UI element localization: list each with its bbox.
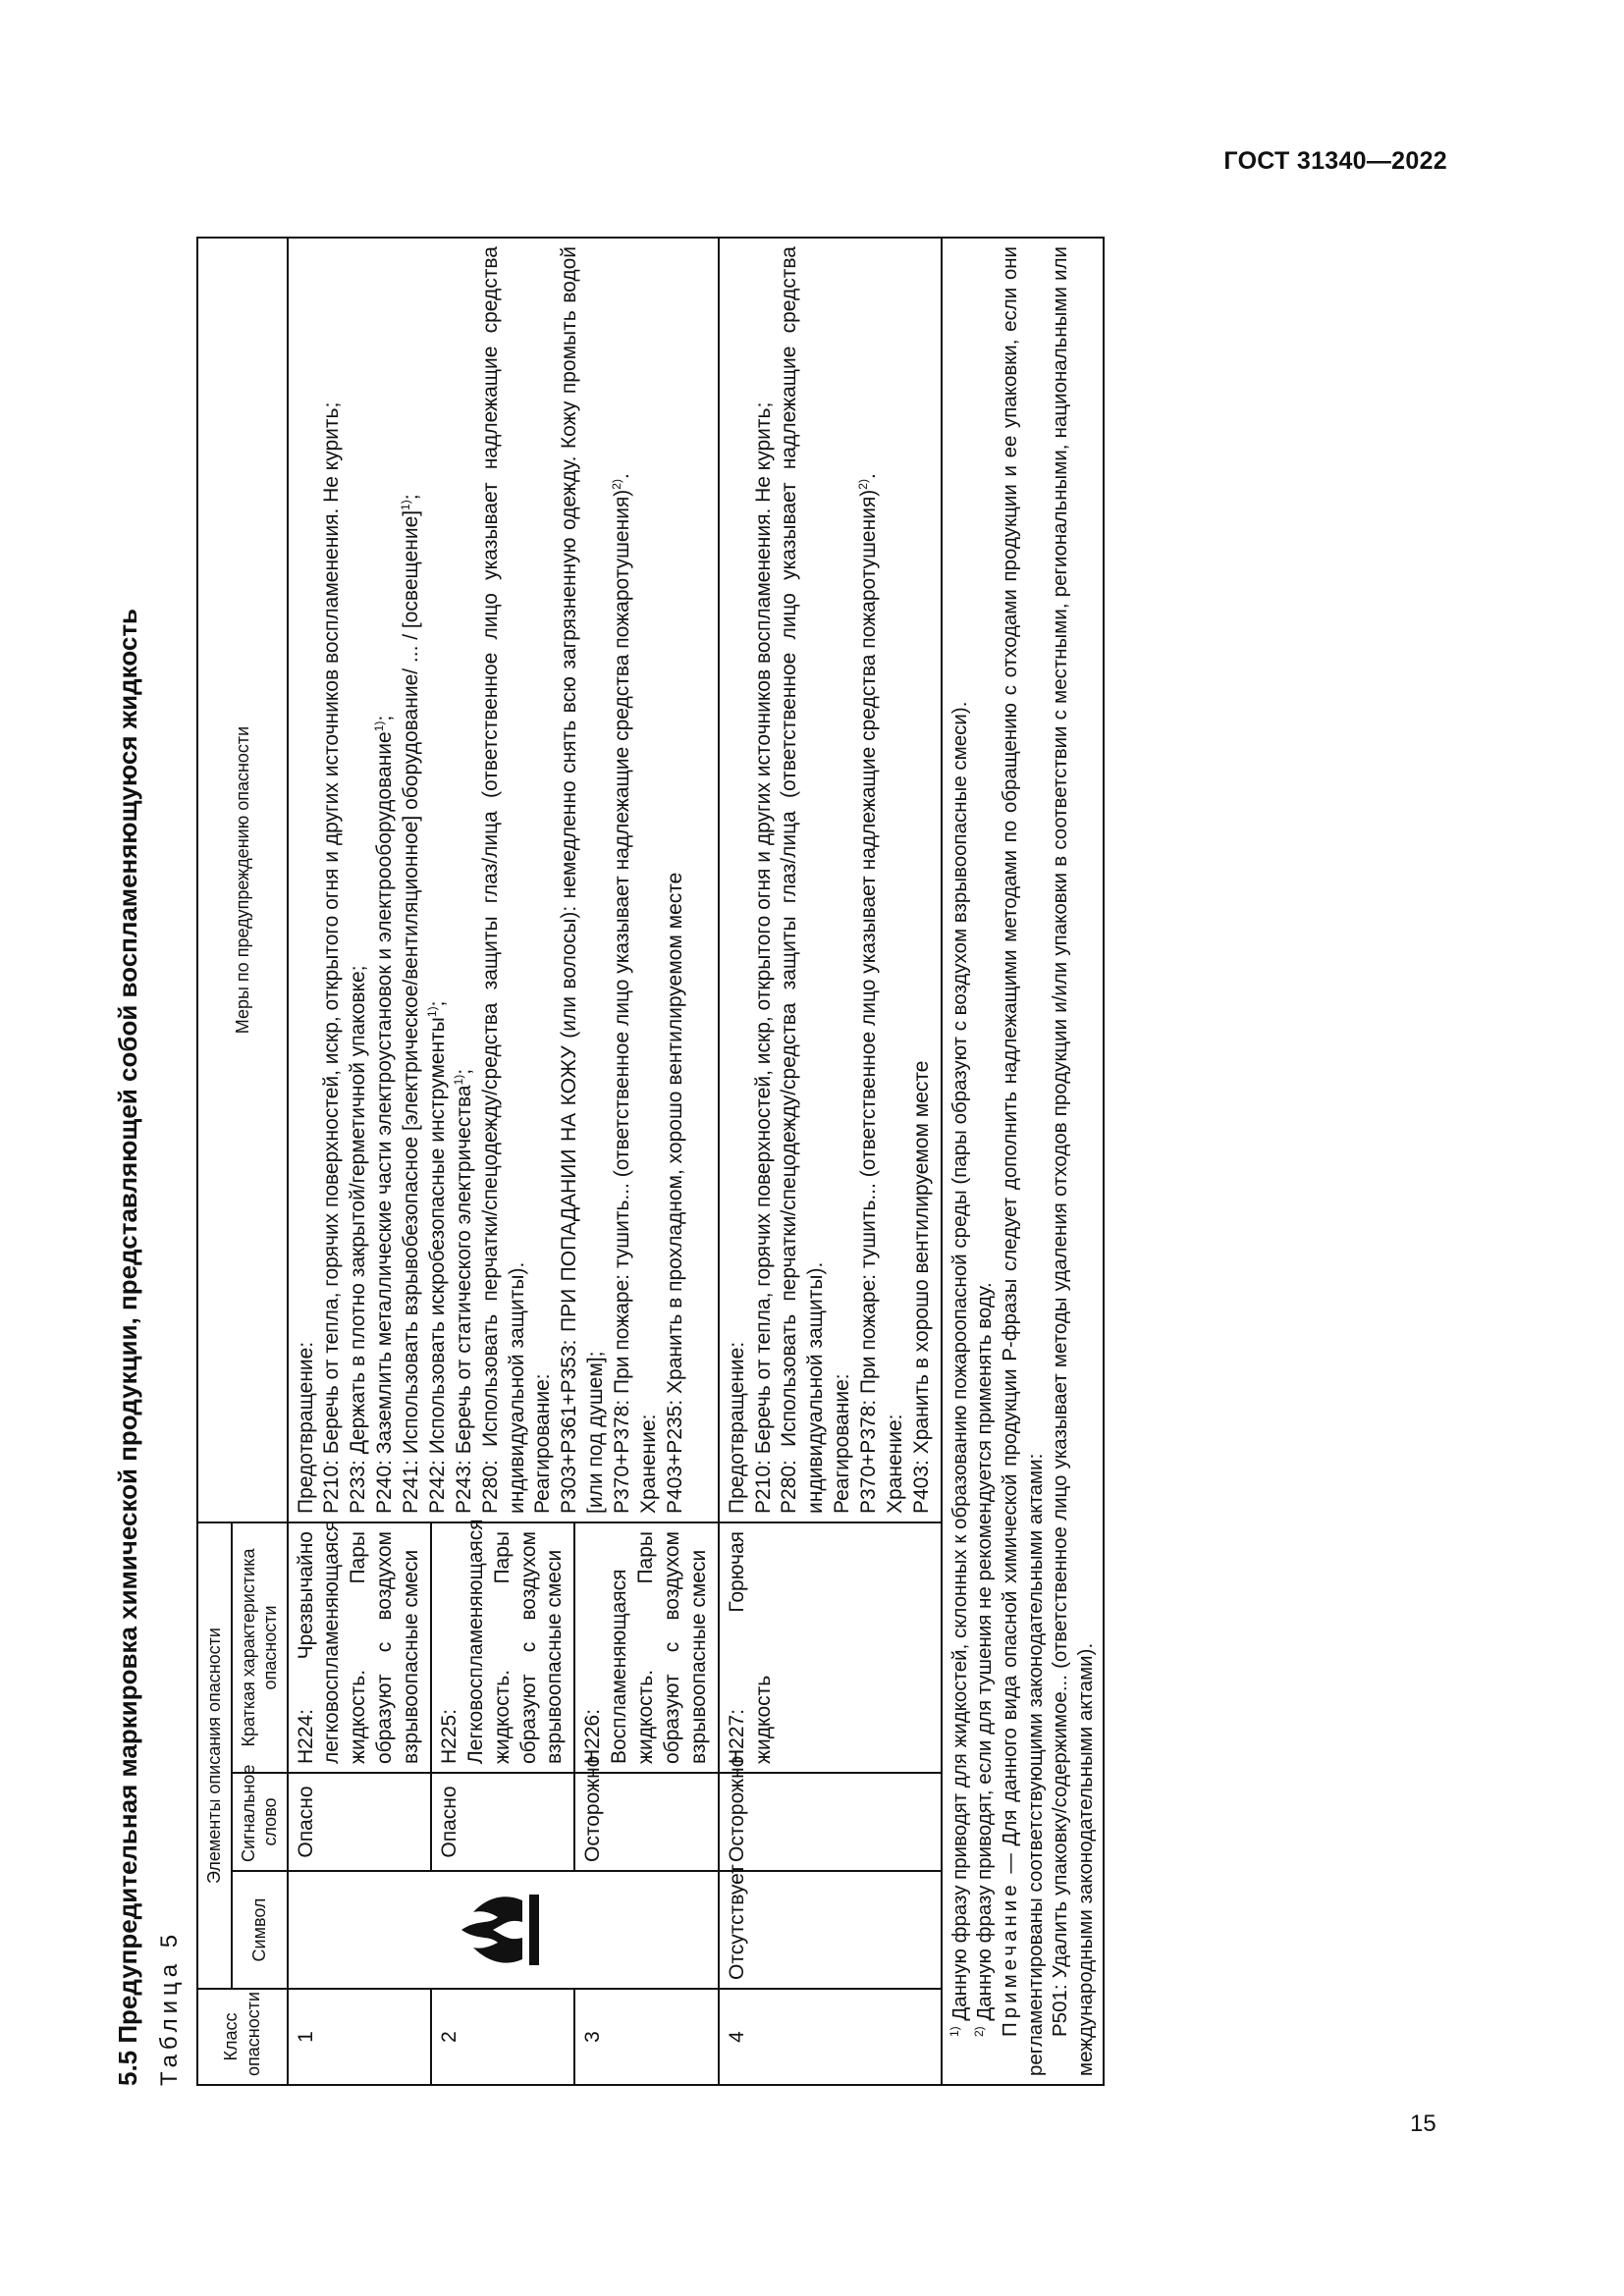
footnote-1-mark: 1) <box>947 2026 961 2037</box>
footnote-2-mark: 2) <box>972 2026 987 2037</box>
signal-cell: Опасно <box>288 1773 431 1871</box>
p501-text: P501: Удалить упаковку/содержимое... (ответственное лицо указывает методы удаления отходов продукции и/или упаковки в соответствии с местными, региональными, национальными или международными законодательными актами). <box>1049 246 1097 2076</box>
footnote-1-mark: 1) <box>399 500 412 510</box>
measures-cell-4 <box>719 238 942 1522</box>
p370-text: P370+P378: При пожаре: тушить... (ответственное лицо указывает надлежащие средства пожаротушения) <box>611 489 633 1514</box>
p370-phrase <box>610 246 636 1514</box>
header-signal: Сигнальное слово <box>232 1773 288 1871</box>
p241-end: ; <box>400 494 422 501</box>
footnote-1-mark: 1) <box>424 1006 439 1018</box>
footnote-1-text: Данную фразу приводят для жидкостей, склонных к образованию пожароопасной среды (пары образуют с воздухом взрывоопасные смеси). <box>947 701 971 2021</box>
header-symbol: Символ <box>232 1871 288 1989</box>
hazard-cell: H225: Легковоспламеняющаяся жидкость. Пары образуют с воздухом взрывоопасные смеси <box>431 1522 574 1773</box>
note-label: Примечание <box>998 1881 1021 2037</box>
p243-phrase <box>452 246 478 1514</box>
p242-phrase <box>425 246 452 1514</box>
storage-heading: Хранение: <box>883 1414 906 1514</box>
notes-row <box>942 238 1105 2085</box>
flame-pictogram-icon <box>458 1881 548 1979</box>
response-heading: Реагирование: <box>831 1373 854 1514</box>
signal-cell: Осторожно <box>574 1773 718 1871</box>
p210-phrase: P210: Беречь от тепла, горячих поверхностей, искр, открытого огня и других источников воспламенения. Не курить; <box>751 401 775 1514</box>
p233-phrase: P233: Держать в плотно закрытой/герметичной упаковке; <box>347 965 370 1514</box>
hazard-cell: H224: Чрезвычайно легковоспламеняющаяся жидкость. Пары образуют с воздухом взрывоопасные смеси <box>288 1522 431 1773</box>
p403-phrase: P403+P235: Хранить в прохладном, хорошо вентилируемом месте <box>663 872 686 1514</box>
page-number: 15 <box>1410 2110 1436 2137</box>
document-header: ГОСТ 31340—2022 <box>1223 147 1447 175</box>
p240-end: ; <box>373 715 397 721</box>
p501-note <box>1048 246 1098 2076</box>
p241-text: P241: Использовать взрывобезопасное [электрическое/вентиляционное] оборудование/ ... / [освещение] <box>400 509 422 1514</box>
hazard-table <box>196 237 1105 2086</box>
class-cell: 2 <box>431 1989 574 2085</box>
header-elements-group: Элементы описания опасности <box>197 1522 232 1989</box>
hazard-cell: H226: Воспламеняющаяся жидкость. Пары образуют с воздухом взрывоопасные смеси <box>574 1522 718 1773</box>
footnote-1-mark: 1) <box>451 1074 465 1086</box>
section-title: 5.5 Предупредительная маркировка химической продукции, представляющей собой воспламеняющуюся жидкость <box>113 608 142 2086</box>
table-header-row <box>197 238 232 2085</box>
p303-phrase: P303+P361+P353: ПРИ ПОПАДАНИИ НА КОЖУ (или волосы): немедленно снять всю загрязненную одежду. Кожу промыть водой [или под душем]; <box>558 246 608 1514</box>
footnote-1-mark: 1) <box>372 721 387 732</box>
response-heading: Реагирование: <box>531 1373 555 1514</box>
storage-heading: Хранение: <box>636 1414 660 1514</box>
notes-cell <box>942 238 1105 2085</box>
header-hazard: Краткая характеристика опасности <box>232 1522 288 1773</box>
p370-phrase <box>856 246 883 1514</box>
prevention-heading: Предотвращение: <box>725 1341 748 1514</box>
p370-end: . <box>857 473 880 480</box>
rotated-page-content <box>113 123 1389 2086</box>
table-caption: Таблица 5 <box>156 1929 183 2086</box>
p280-phrase: P280: Использовать перчатки/спецодежду/средства защиты глаз/лица (ответственное лицо указывает надлежащие средства индивидуальной защиты). <box>478 246 528 1514</box>
class-cell: 4 <box>719 1989 942 2085</box>
header-measures: Меры по предупреждению опасности <box>197 238 288 1522</box>
p243-end: ; <box>452 1068 475 1075</box>
p210-phrase: P210: Беречь от тепла, горячих поверхностей, искр, открытого огня и других источников воспламенения. Не курить; <box>320 401 344 1514</box>
symbol-cell <box>288 1871 719 1989</box>
footnote-2-mark: 2) <box>610 479 623 490</box>
p240-phrase <box>372 246 399 1514</box>
p240-text: P240: Заземлить металлические части электроустановок и электрооборудование <box>373 731 397 1514</box>
p280-phrase: P280: Использовать перчатки/спецодежду/средства защиты глаз/лица (ответственное лицо указывает надлежащие средства индивидуальной защиты). <box>778 246 828 1514</box>
p242-end: ; <box>425 1000 449 1007</box>
p241-phrase <box>399 246 425 1514</box>
signal-cell: Опасно <box>431 1773 574 1871</box>
footnote-2-mark: 2) <box>856 479 870 490</box>
table-row <box>719 238 942 2085</box>
p243-text: P243: Беречь от статического электричества <box>452 1085 475 1514</box>
footnote-2 <box>972 246 998 2076</box>
header-class: Класс опасности <box>197 1989 288 2085</box>
footnote-1 <box>947 246 973 2076</box>
p370-end: . <box>611 473 633 480</box>
p242-text: P242: Использовать искробезопасные инструменты <box>425 1017 449 1514</box>
class-cell: 3 <box>574 1989 718 2085</box>
table-row <box>288 238 431 2085</box>
prevention-heading: Предотвращение: <box>294 1341 317 1514</box>
measures-cell-1-3 <box>288 238 719 1522</box>
note-text: — Для данного вида опасной химической продукции P-фразы следует дополнить надлежащими методами по обращению с отходами продукции и ее упаковки, если они регламентированы соответствующими законодательными актами: <box>998 246 1047 2076</box>
symbol-cell: Отсутствует <box>719 1871 942 1989</box>
class-cell: 1 <box>288 1989 431 2085</box>
table-note <box>998 246 1048 2076</box>
signal-cell: Осторожно <box>719 1773 942 1871</box>
p370-text: P370+P378: При пожаре: тушить... (ответственное лицо указывает надлежащие средства пожаротушения) <box>857 489 880 1514</box>
p403-phrase: P403: Хранить в хорошо вентилируемом месте <box>909 1060 933 1514</box>
hazard-cell: H227: Горючая жидкость <box>719 1522 942 1773</box>
footnote-2-text: Данную фразу приводят, если для тушения не рекомендуется применять воду. <box>973 1282 997 2021</box>
